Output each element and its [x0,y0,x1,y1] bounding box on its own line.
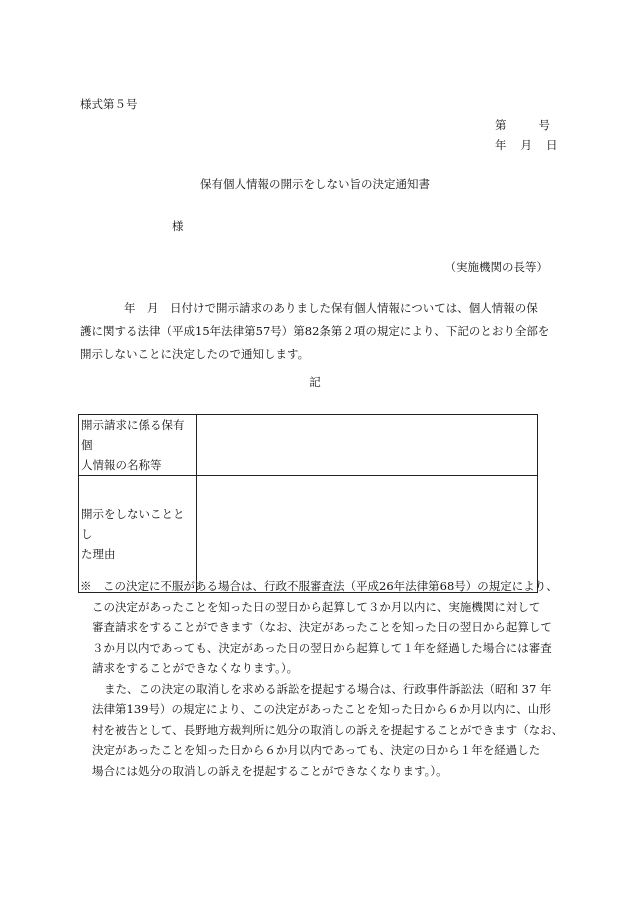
addressee: 様 [172,219,184,233]
body-line: 開示しないことに決定したので通知します。 [80,347,310,361]
notes-line: ※ この決定に不服がある場合は、行政不服審査法（平成26年法律第68号）の規定により、 [80,579,558,593]
body-line: 護に関する法律（平成15年法律第57号）第82条第２項の規定により、下記のとおり全部を [80,324,550,338]
document-number [495,119,550,133]
table-row [79,415,538,476]
table-label-line: 開示をしないこととし [81,507,185,541]
notes-line: 決定があったことを知った日から６か月以内であっても、決定の日から１年を経過した [92,743,541,757]
notes-line: ３か月以内であっても、決定があった日の翌日から起算して１年を経過した場合には審査 [92,640,552,655]
table-row [79,476,538,593]
notes-section [80,576,564,781]
table-value-document-name [197,415,538,476]
notes-line: 法律第139号）の規定により、この決定があったことを知った日から６か月以内に、山形 [92,702,551,716]
ki-heading: 記 [309,375,321,389]
date-year: 年 [495,138,507,152]
table-label-line: た理由 [81,547,116,561]
date-month: 月 [520,138,532,152]
table-label-line: 開示請求に係る保有個 [81,418,185,452]
document-number-prefix: 第 [495,118,507,132]
date-day: 日 [546,138,558,152]
decision-table [78,414,538,593]
document-number-suffix: 号 [538,118,550,132]
notes-line: 審査請求をすることができます（なお、決定があったことを知った日の翌日から起算して [92,620,552,634]
issuer: （実施機関の長等） [444,260,548,274]
notes-line: また、この決定の取消しを求める訴訟を提起する場合は、行政事件訴訟法（昭和 37 年 [104,681,552,696]
table-label-reason [79,476,197,593]
body-paragraph [80,297,555,366]
document-title: 保有個人情報の開示をしない旨の決定通知書 [200,177,430,191]
table-label-document-name [79,415,197,476]
form-number: 様式第５号 [80,97,138,111]
table-value-reason [197,476,538,593]
notes-line: 請求をすることができなくなります。）。 [92,661,299,675]
table-label-line: 人情報の名称等 [81,458,162,472]
notes-line: 村を被告として、長野地方裁判所に処分の取消しの訴えを提起することができます（なお、 [92,722,564,737]
document-date [495,139,558,153]
body-line: 年 月 日付けで開示請求のありました保有個人情報については、個人情報の保 [124,301,538,315]
notes-line: この決定があったことを知った日の翌日から起算して３か月以内に、実施機関に対して [92,599,541,614]
notes-line: 場合には処分の取消しの訴えを提起することができなくなります。）。 [92,763,448,778]
